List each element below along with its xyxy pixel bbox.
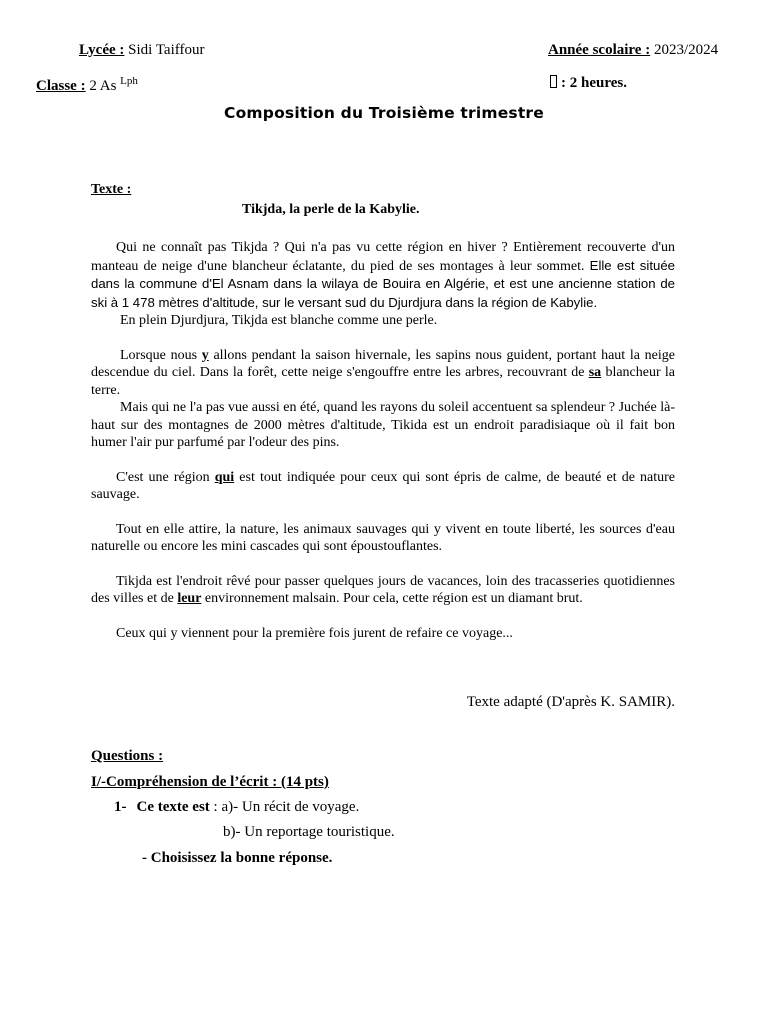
annee-line	[548, 42, 718, 59]
duration-line	[550, 75, 627, 92]
paragraph-3-part-b: allons pendant la saison hivernale, les sapins nous guident, portant haut la neige descendue du ciel. Dans la forêt, cette neige s'engouffre entre les arbres, recouvrant de	[91, 347, 675, 380]
lycee-value: Sidi Taiffour	[124, 42, 205, 58]
question-1	[114, 799, 359, 816]
paragraph-7-part-a: Tikjda est l'endroit rêvé pour passer quelques jours de vacances, loin des tracasseries quotidiennes des villes et de	[91, 573, 675, 606]
classe-superscript: Lph	[120, 75, 138, 87]
paragraph-1-part-a: Qui ne connaît pas Tikjda ? Qui n'a pas vu cette région en hiver ? Entièrement recouverte d'un manteau de neige d'une blancheur éclatante, du pied de ses montages à leur sommet.	[91, 240, 675, 274]
question-1-number: 1-	[114, 799, 127, 815]
texte-body	[91, 239, 675, 642]
question-1-instruction: - Choisissez la bonne réponse.	[142, 850, 333, 866]
paragraph-4: Mais qui ne l'a pas vue aussi en été, quand les rayons du soleil accentuent sa splendeur ? Juchée là- haut sur des montagnes de 2000 mètres d'altitude, Tikida est un endroit paradisiaque où il fait bon humer l'air pur parfumé par l'odeur des pins.	[91, 400, 675, 450]
lycee-label: Lycée :	[79, 42, 125, 58]
lycee-line	[79, 42, 204, 59]
paragraph-1	[91, 239, 675, 312]
paragraph-7-part-b: environnement malsain. Pour cela, cette région est un diamant brut.	[201, 591, 583, 606]
texte-title: Tikjda, la perle de la Kabylie.	[242, 202, 420, 217]
questions-label: Questions :	[91, 748, 164, 764]
paragraph-6: Tout en elle attire, la nature, les animaux sauvages qui y vivent en toute liberté, les sources d'eau naturelle ou encore les mini cascades qui sont époustouflantes.	[91, 521, 675, 554]
paragraph-3	[91, 347, 675, 400]
question-1-stem: Ce texte est	[136, 799, 210, 815]
texte-label: Texte :	[91, 182, 132, 197]
section-comprehension: I/-Compréhension de l’écrit : (14 pts)	[91, 774, 329, 790]
text-source: Texte adapté (D'après K. SAMIR).	[466, 694, 675, 710]
paragraph-3-part-a: Lorsque nous	[120, 347, 202, 363]
paragraph-1-part-b: Elle est située dans la commune d'El Asnam dans la wilaya de Bouira en Algérie, et est une ancienne station de ski à 1 478 mètres d'altitude, sur le versant sud du Djurdjura dans la région de Kabylie.	[91, 257, 675, 310]
classe-label: Classe :	[36, 78, 86, 94]
paragraph-5-part-b: est tout indiquée pour ceux qui sont épris de calme, de beauté et de nature sauvage.	[91, 469, 675, 502]
word-y: y	[201, 347, 209, 363]
paragraph-3-part-c: blancheur la terre.	[91, 365, 675, 398]
word-qui: qui	[214, 469, 235, 485]
paragraph-7	[91, 573, 675, 608]
word-sa: sa	[588, 365, 602, 380]
annee-value: 2023/2024	[650, 42, 719, 58]
classe-value: 2 As	[85, 78, 121, 94]
clock-icon	[550, 75, 557, 88]
duration-value: : 2 heures.	[561, 75, 627, 91]
question-1-option-b: b)- Un reportage touristique.	[223, 824, 395, 840]
question-1-option-a: : a)- Un récit de voyage.	[209, 799, 360, 815]
page-title: Composition du Troisième trimestre	[224, 104, 544, 122]
paragraph-5	[91, 469, 675, 504]
annee-label: Année scolaire :	[548, 42, 651, 58]
paragraph-2: En plein Djurdjura, Tikjda est blanche comme une perle.	[120, 313, 438, 328]
paragraph-8: Ceux qui y viennent pour la première fois jurent de refaire ce voyage...	[116, 625, 513, 641]
classe-line	[36, 75, 138, 95]
word-leur: leur	[177, 591, 202, 606]
paragraph-5-part-a: C'est une région	[116, 469, 215, 485]
